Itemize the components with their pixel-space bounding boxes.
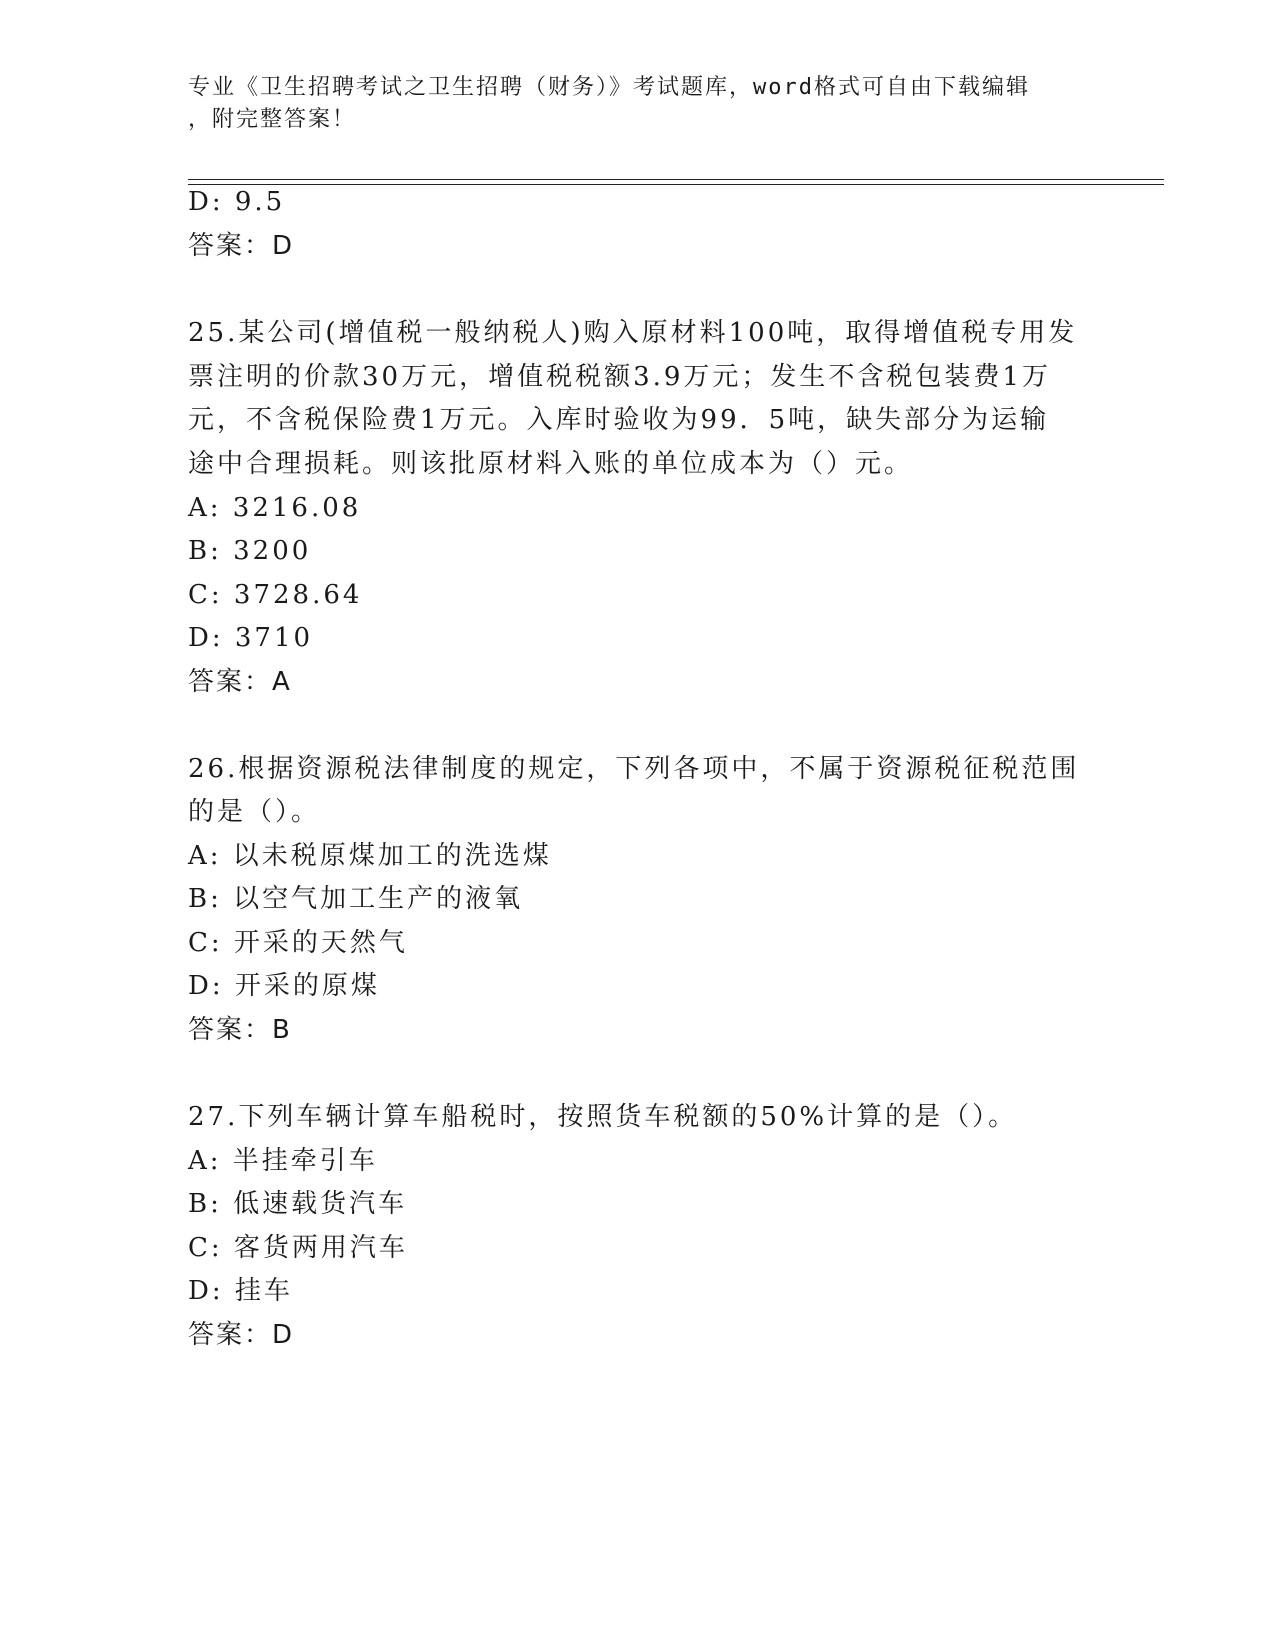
page-header: [188, 72, 1068, 136]
prev-question-answer: 答案：D: [188, 231, 295, 261]
q27-option-b: B: 低速载货汽车: [188, 1189, 408, 1219]
q25-option-b: B: 3200: [188, 536, 312, 566]
q25-stem-line-3: 元，不含税保险费1万元。入库时验收为99．5吨，缺失部分为运输: [188, 405, 1050, 435]
q26-option-c: C: 开采的天然气: [188, 928, 408, 958]
q25-answer: 答案：A: [188, 667, 292, 697]
header-divider-bottom: [188, 184, 1164, 185]
header-title-line-2: ，附完整答案！: [188, 107, 357, 132]
prev-question-option-d: D: 9.5: [188, 187, 286, 217]
q25-option-d: D: 3710: [188, 623, 314, 653]
q27-option-d: D: 挂车: [188, 1276, 293, 1306]
q26-option-a: A: 以未税原煤加工的洗选煤: [188, 841, 552, 871]
q25-option-a: A: 3216.08: [188, 493, 362, 523]
q26-option-d: D: 开采的原煤: [188, 971, 380, 1001]
q25-stem-line-4: 途中合理损耗。则该批原材料入账的单位成本为（）元。: [188, 449, 914, 479]
header-title-line-1: 专业《卫生招聘考试之卫生招聘（财务）》考试题库，word格式可自由下载编辑: [188, 75, 1030, 100]
q27-option-c: C: 客货两用汽车: [188, 1233, 408, 1263]
q26-stem-line-1: 26.根据资源税法律制度的规定，下列各项中，不属于资源税征税范围: [188, 754, 1080, 784]
q25-stem-line-2: 票注明的价款30万元，增值税税额3.9万元；发生不含税包装费1万: [188, 362, 1051, 392]
q25-stem-line-1: 25.某公司(增值税一般纳税人)购入原材料100吨，取得增值税专用发: [188, 318, 1078, 348]
q27-option-a: A: 半挂牵引车: [188, 1146, 378, 1176]
q25-option-c: C: 3728.64: [188, 580, 363, 610]
q26-answer: 答案：B: [188, 1015, 292, 1045]
q26-option-b: B: 以空气加工生产的液氧: [188, 884, 524, 914]
header-divider-top: [188, 179, 1164, 180]
q27-answer: 答案：D: [188, 1320, 295, 1350]
q26-stem-line-2: 的是（）。: [188, 797, 321, 827]
q27-stem-line-1: 27.下列车辆计算车船税时，按照货车税额的50%计算的是（）。: [188, 1102, 1018, 1132]
